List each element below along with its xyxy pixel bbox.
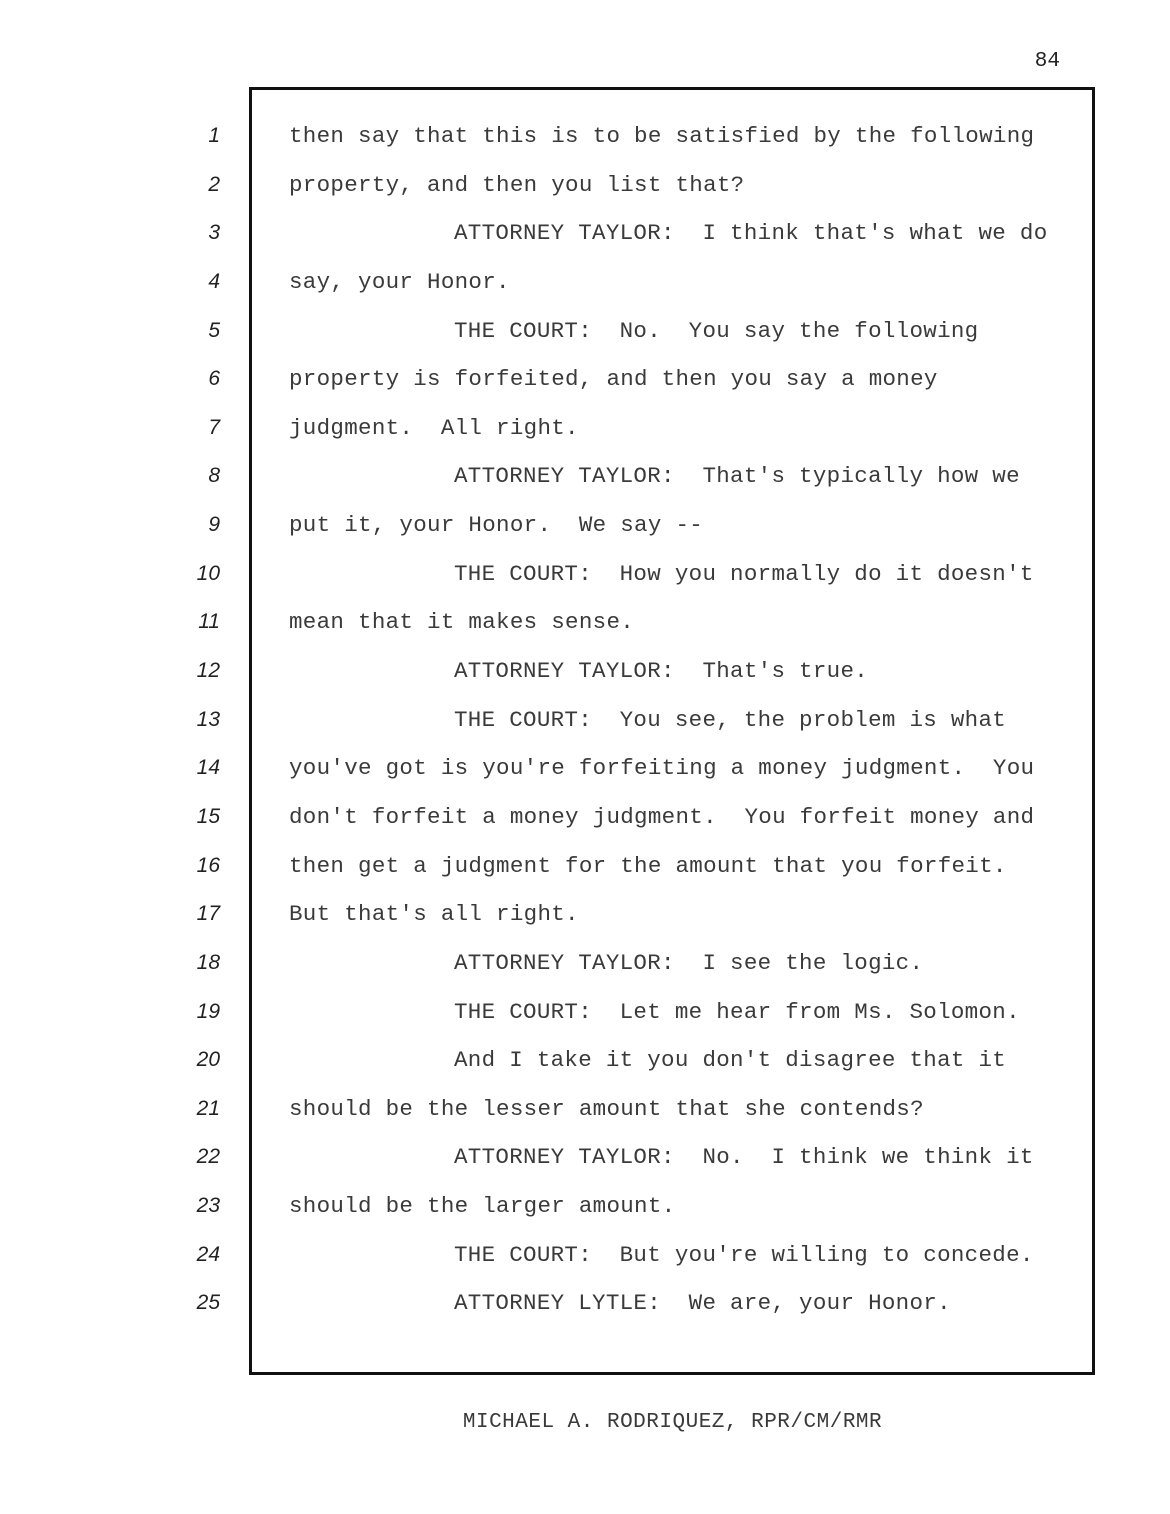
line-number: 4 — [208, 269, 220, 293]
line-number: 23 — [196, 1194, 220, 1218]
transcript-line: say, your Honor. — [289, 268, 510, 295]
line-number: 2 — [208, 172, 220, 196]
line-number: 17 — [196, 902, 220, 926]
transcript-line: ATTORNEY TAYLOR: That's typically how we — [454, 463, 1020, 490]
line-number: 19 — [196, 999, 220, 1023]
transcript-line: should be the larger amount. — [289, 1193, 676, 1220]
transcript-line: you've got is you're forfeiting a money judgment. You — [289, 755, 1035, 782]
transcript-line: ATTORNEY TAYLOR: I see the logic. — [454, 949, 924, 976]
transcript-line: put it, your Honor. We say -- — [289, 512, 704, 539]
transcript-line: then get a judgment for the amount that you forfeit. — [289, 852, 1007, 879]
line-number: 8 — [208, 464, 220, 488]
transcript-line: then say that this is to be satisfied by the following — [289, 123, 1035, 149]
transcript-line: But that's all right. — [289, 901, 579, 928]
line-number: 20 — [196, 1048, 220, 1072]
transcript-line: judgment. All right. — [289, 414, 579, 441]
line-number: 5 — [208, 318, 220, 342]
line-number: 1 — [208, 124, 220, 147]
transcript-line: THE COURT: But you're willing to concede. — [454, 1241, 1034, 1268]
transcript-line: property is forfeited, and then you say a money — [289, 366, 938, 393]
line-number: 12 — [196, 659, 220, 683]
line-number: 7 — [208, 415, 220, 439]
line-number: 10 — [196, 561, 220, 585]
line-number: 13 — [196, 707, 220, 731]
line-number: 9 — [208, 513, 220, 537]
transcript-line: THE COURT: You see, the problem is what — [454, 706, 1007, 733]
transcript-line: THE COURT: Let me hear from Ms. Solomon. — [454, 998, 1020, 1025]
line-number: 6 — [208, 367, 220, 391]
transcript-line: And I take it you don't disagree that it — [454, 1047, 1007, 1074]
line-number: 21 — [196, 1096, 220, 1120]
transcript-line: property, and then you list that? — [289, 171, 745, 198]
transcript-text — [289, 112, 1079, 1328]
line-number-column — [150, 112, 220, 1328]
transcript-line: should be the lesser amount that she contends? — [289, 1095, 924, 1122]
line-number: 25 — [196, 1291, 220, 1315]
line-number: 3 — [208, 221, 220, 245]
line-number: 22 — [196, 1145, 220, 1169]
transcript-line: ATTORNEY TAYLOR: No. I think we think it — [454, 1144, 1034, 1171]
line-number: 24 — [196, 1242, 220, 1266]
transcript-line: THE COURT: How you normally do it doesn't — [454, 560, 1034, 587]
line-number: 15 — [196, 804, 220, 828]
line-number: 18 — [196, 950, 220, 974]
line-number: 11 — [198, 610, 220, 634]
transcript-line: ATTORNEY LYTLE: We are, your Honor. — [454, 1290, 951, 1317]
transcript-line: mean that it makes sense. — [289, 609, 635, 636]
reporter-footer: MICHAEL A. RODRIQUEZ, RPR/CM/RMR — [462, 1411, 883, 1434]
transcript-line: THE COURT: No. You say the following — [454, 317, 979, 344]
page-number: 84 — [1034, 50, 1060, 73]
transcript-line: ATTORNEY TAYLOR: That's true. — [454, 658, 869, 685]
line-number: 16 — [196, 853, 220, 877]
transcript-line: ATTORNEY TAYLOR: I think that's what we do — [454, 220, 1048, 247]
transcript-line: don't forfeit a money judgment. You forfeit money and — [289, 803, 1035, 830]
line-number: 14 — [196, 756, 220, 780]
